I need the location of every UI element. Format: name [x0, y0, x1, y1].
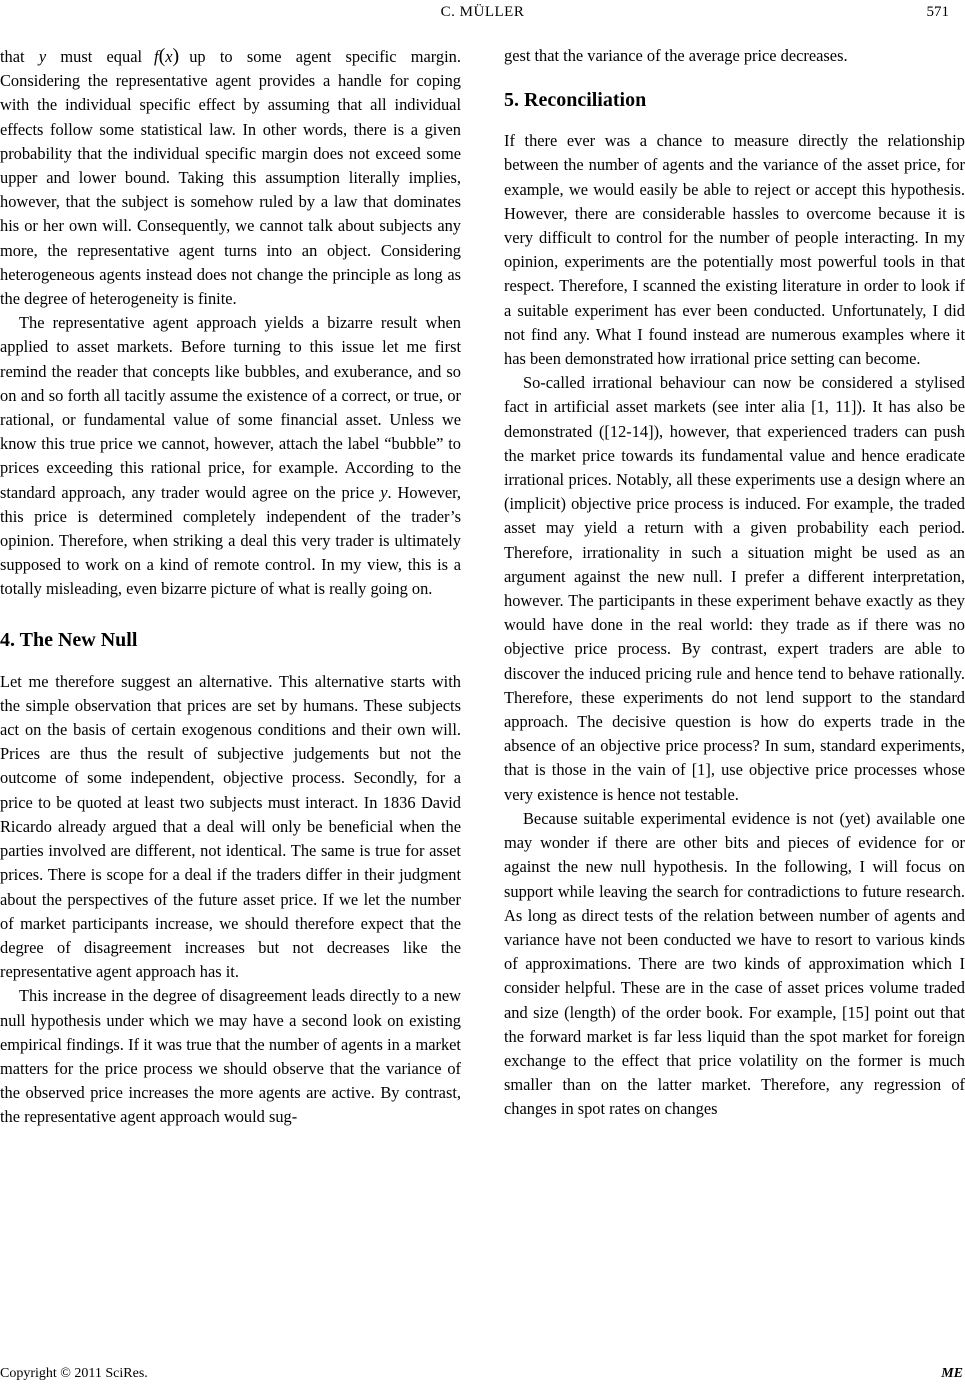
paragraph-continued: gest that the variance of the average price decreases.: [504, 46, 848, 65]
footer-copyright: Copyright © 2011 SciRes.: [0, 1366, 148, 1381]
page-number: 571: [926, 4, 949, 20]
running-header-author: C. MÜLLER: [440, 4, 525, 20]
section-heading-5: 5. Reconciliation: [504, 89, 647, 112]
math-var-y: y: [380, 482, 388, 502]
section-heading-4: 4. The New Null: [0, 628, 138, 651]
paragraph-2: The representative agent approach yields a bizarre result when applied to asset markets. Before turning to this issue let me first remind the reader that concepts like bubbles, and exuberance, and so on and so forth all tacitly assume the existence of a correct, or true, or rational, or fundamental value of some financial asset. Unless we know this true price we cannot, however, attach the label “bubble” to prices exceeding this rational price, for example. According to the standard approach, any trader would agree on the price y. However, this price is determined completely independent of the trader’s opinion. Therefore, when striking a deal this very trader is ultimately supposed to work on a kind of remote control. In my view, this is a totally misleading, even bizarre picture of what is really going on.: [0, 313, 462, 599]
paragraph-7: Because suitable experimental evidence is not (yet) available one may wonder if there are other bits and pieces of evidence for or against the new null hypothesis. In the following, I will focus on support while leaving the search for contradictions to future research. As long as direct tests of the relation between number of agents and variance have not been conducted we have to resort to various kinds of approximations. There are two kinds of approximation which I consider helpful. These are in the case of asset prices volume traded and size (length) of the order book. For example, [15] point out that the forward market is far less liquid than the spot market for foreign exchange to the effect that price volatility on the former is much smaller than on the latter market. Therefore, any regression of changes in spot rates on changes: [504, 808, 965, 1119]
math-var-y: y: [38, 47, 47, 66]
footer-journal: ME: [941, 1366, 963, 1381]
paragraph-6: So-called irrational behaviour can now be considered a stylised fact in artificial asset markets (see inter alia [1, 11]). It has also be demonstrated ([12-14]), however, that experienced traders can push the market price towards its fundamental value and hence eradicate irrational prices. Notably, all these experiments use a design where an (implicit) objective price process is induced. For example, the traded asset may yield a return with a given probability each period. Therefore, irrationality in such a situation might be used as an argument against the new null. I prefer a different interpretation, however. The participants in these experiment behave exactly as they would have done in the real world: they trade as if there was no objective price process. By contrast, expert traders are able to discover the induced pricing rule and hence tend to behave rationally. Therefore, these experiments do not lend support to the standard approach. The decisive question is how do experts trade in the absence of an objective price process? In sum, standard experiments, that is those in the vain of [1], use objective price processes whose very existence is hence not testable.: [504, 373, 965, 804]
paragraph-1: that y must equal f(x) up to some agent specific margin. Considering the representative agent provides a handle for coping with the individual specific effect by assuming that all individual effects follow some statistical law. In other words, there is a given probability that the individual specific margin does not exceed some upper and lower bound. Taking this assumption literally implies, however, that the subject is somehow ruled by a law that dominates his or her own will. Consequently, we cannot talk about subjects any more, the representative agent turns into an object. Considering heterogeneous agents instead does not change the principle as long as the degree of heterogeneity is finite.: [0, 45, 461, 309]
paragraph-4: This increase in the degree of disagreement leads directly to a new null hypothesis under which we may have a second look on existing empirical findings. If it was true that the number of agents in a market matters for the price process we should observe that the variance of the observed price increases the more agents are active. By contrast, the representative agent approach would sug-: [0, 986, 461, 1127]
left-column: [0, 44, 461, 1130]
paragraph-5: If there ever was a chance to measure directly the relationship between the number of agents and the variance of the asset price, for example, we would easily be able to reject or accept this hypothesis. However, there are considerable hassles to overcome because it is very difficult to control for the number of people interacting. In my opinion, experiments are the potentially most powerful tools in that respect. Therefore, I scanned the existing literature in order to look if a suitable experiment has ever been conducted. Unfortunately, I did not find any. What I found instead are numerous examples where it has been demonstrated how irrational price setting can become.: [504, 131, 965, 369]
right-column: [504, 44, 965, 1122]
math-fx: f(x): [154, 45, 180, 67]
paragraph-3: Let me therefore suggest an alternative. This alternative starts with the simple observation that prices are set by humans. These subjects act on the basis of certain exogenous conditions and their own will. Prices are thus the result of subjective judgements but not the outcome of some independent, objective process. Secondly, for a price to be quoted at least two subjects must interact. In 1836 David Ricardo already argued that a deal will only be beneficial when the parties involved are different, not identical. The same is true for asset prices. There is scope for a deal if the traders differ in their judgment about the perspectives of the future asset price. If we let the number of market participants increase, we should therefore expect that the degree of disagreement increases but not decreases like the representative agent approach has it.: [0, 671, 461, 982]
